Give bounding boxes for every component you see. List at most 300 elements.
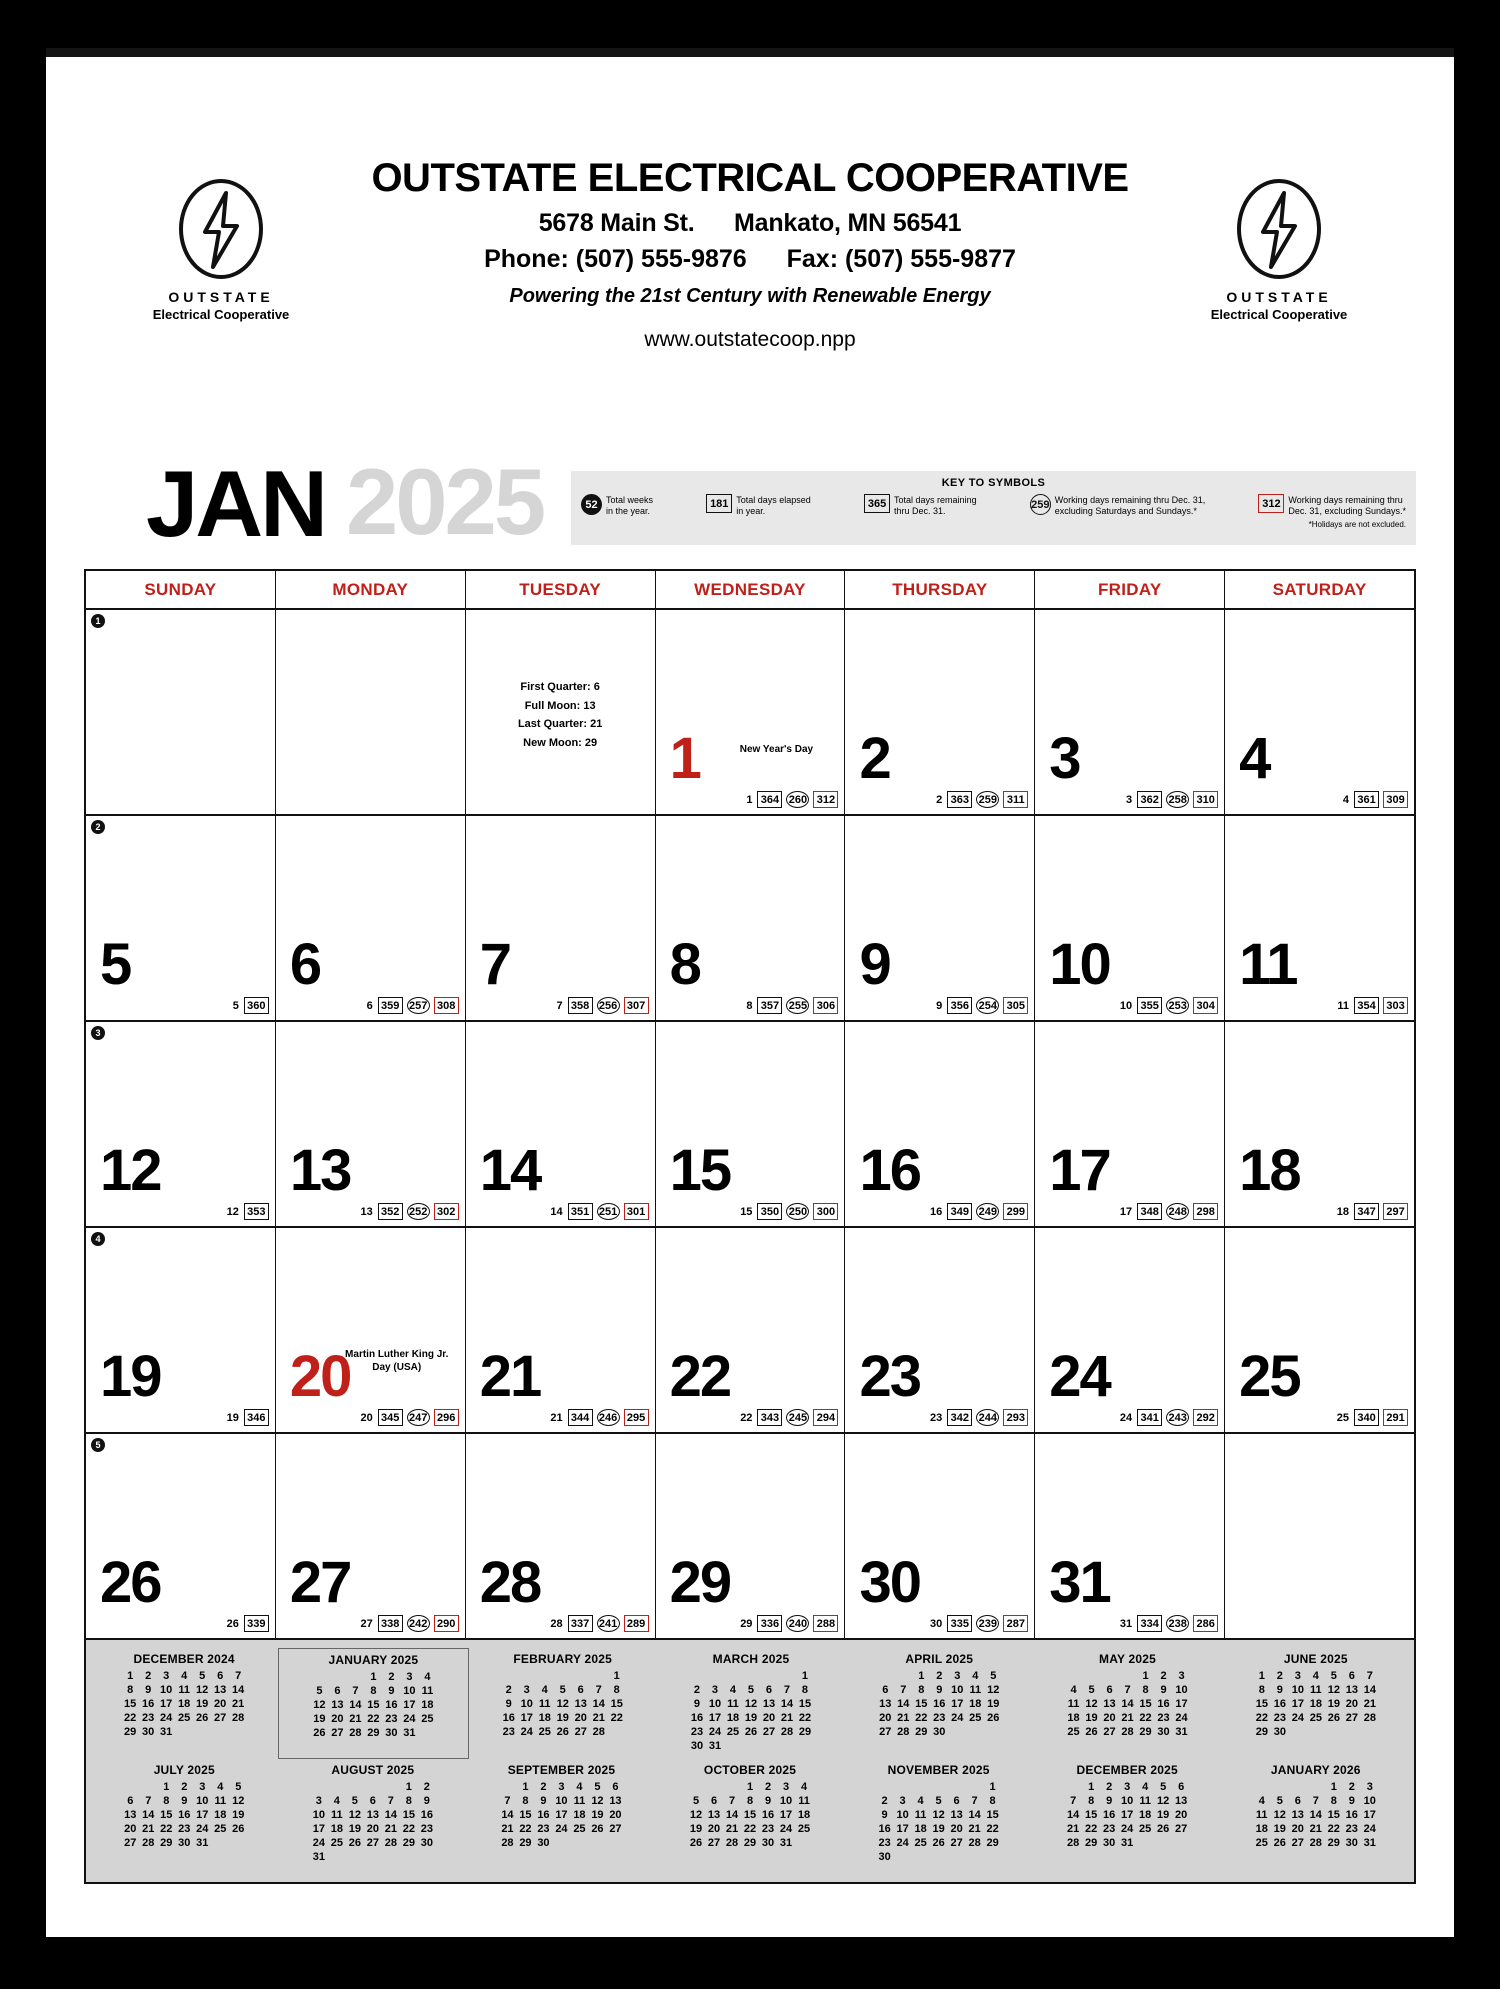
mini-month-week <box>687 1808 813 1822</box>
mini-month-day: 7 <box>900 1684 907 1696</box>
calendar-day-cell[interactable] <box>1035 610 1225 814</box>
weeks-container <box>86 610 1414 1640</box>
calendar-day-cell[interactable] <box>466 816 656 1020</box>
calendar-page <box>46 57 1454 1937</box>
days-elapsed: 4 <box>1342 793 1350 806</box>
mini-month-blank <box>536 1669 554 1683</box>
mini-month-blank <box>723 1780 741 1794</box>
mini-month-day: 19 <box>987 1698 1000 1710</box>
mini-month-week <box>1064 1808 1190 1822</box>
mini-month-day: 12 <box>232 1795 245 1807</box>
calendar-day-cell[interactable] <box>466 610 656 814</box>
calendar-day-cell[interactable] <box>845 610 1035 814</box>
mini-month-day: 29 <box>1085 1837 1098 1849</box>
mini-month-grid <box>121 1780 247 1850</box>
mini-month-day: 28 <box>384 1837 397 1849</box>
mini-month[interactable] <box>1033 1648 1221 1759</box>
mini-month-day: 3 <box>199 1781 206 1793</box>
days-elapsed: 11 <box>1337 999 1350 1012</box>
mini-month[interactable] <box>1222 1648 1410 1759</box>
mini-month-blank <box>572 1669 590 1683</box>
mini-month[interactable] <box>1221 1759 1410 1870</box>
day-metrics <box>1120 1615 1218 1632</box>
mini-month-title: JUNE 2025 <box>1283 1652 1348 1666</box>
calendar-day-cell[interactable] <box>1225 816 1414 1020</box>
mini-month[interactable] <box>845 1648 1033 1759</box>
mini-month-day: 30 <box>142 1726 155 1738</box>
mini-month-day: 14 <box>725 1809 739 1821</box>
days-elapsed: 21 <box>550 1411 563 1424</box>
mini-month-blank <box>1289 1780 1307 1794</box>
days-remaining: 362 <box>1137 791 1162 808</box>
bolt-oval-icon <box>171 177 271 282</box>
mini-month-blank <box>328 1780 346 1794</box>
mini-month-blank <box>1136 1836 1154 1850</box>
days-remaining: 334 <box>1137 1615 1162 1632</box>
mini-month-blank <box>984 1850 1002 1864</box>
calendar-day-cell[interactable] <box>466 1434 656 1638</box>
mini-month-day: 20 <box>1345 1698 1358 1710</box>
mini-month-day: 6 <box>953 1795 960 1807</box>
working-days-excl-sun: 294 <box>813 1409 838 1426</box>
mini-month-day: 7 <box>1312 1795 1319 1807</box>
day-number: 12 <box>100 1138 161 1203</box>
mini-month-day: 30 <box>1345 1837 1358 1849</box>
mini-month-day: 16 <box>761 1809 775 1821</box>
working-days-excl-sun: 303 <box>1383 997 1408 1014</box>
mini-month-day: 26 <box>1157 1823 1170 1835</box>
day-number: 29 <box>669 1550 731 1615</box>
mini-month-day: 12 <box>932 1809 945 1821</box>
mini-month-day: 6 <box>882 1684 889 1696</box>
mini-month-week <box>121 1794 247 1808</box>
mini-month-day: 1 <box>1258 1670 1265 1682</box>
calendar-day-cell[interactable] <box>1225 1022 1414 1226</box>
day-metrics <box>936 997 1028 1014</box>
mini-month-day: 11 <box>1139 1795 1151 1807</box>
calendar-day-cell[interactable] <box>86 1434 276 1638</box>
mini-month-day: 4 <box>181 1670 188 1682</box>
mini-month-week <box>1253 1669 1379 1683</box>
calendar-day-cell[interactable] <box>845 1022 1035 1226</box>
mini-month-week <box>688 1711 814 1725</box>
mini-month-day: 17 <box>708 1712 722 1724</box>
mini-month[interactable] <box>90 1759 279 1870</box>
mini-month[interactable] <box>469 1648 657 1759</box>
day-number: 27 <box>289 1550 351 1615</box>
days-elapsed: 1 <box>746 793 753 806</box>
mini-month-day: 5 <box>1160 1781 1167 1793</box>
calendar-day-cell[interactable] <box>1035 1228 1225 1432</box>
mini-month-blank <box>705 1780 723 1794</box>
mini-month-day: 16 <box>1103 1809 1116 1821</box>
mini-month-day: 9 <box>540 1795 547 1807</box>
mini-month-blank <box>346 1670 364 1684</box>
mini-month-blank <box>382 1780 400 1794</box>
mini-month-day: 10 <box>312 1809 325 1821</box>
mini-month-blank <box>742 1739 760 1753</box>
mini-month-title: JANUARY 2026 <box>1270 1763 1361 1777</box>
working-days-excl-sun: 290 <box>434 1615 459 1632</box>
mini-month-week <box>688 1697 814 1711</box>
mini-month-day: 5 <box>235 1781 242 1793</box>
day-metrics <box>360 1203 458 1220</box>
days-remaining: 356 <box>947 997 972 1014</box>
working-days-excl-sun: 305 <box>1003 997 1028 1014</box>
mini-month-day: 22 <box>402 1823 415 1835</box>
mini-month-day: 1 <box>405 1781 412 1793</box>
mini-month[interactable] <box>656 1759 845 1870</box>
mini-month-day: 25 <box>797 1823 811 1835</box>
mini-month-day: 14 <box>1309 1809 1322 1821</box>
mini-month-blank <box>1289 1725 1307 1739</box>
working-days-excl-sun: 300 <box>813 1203 838 1220</box>
mini-month-day: 27 <box>1175 1823 1188 1835</box>
calendar-day-cell[interactable] <box>86 816 276 1020</box>
days-remaining: 360 <box>244 997 269 1014</box>
key-item-text: Total days elapsed in year. <box>736 495 811 517</box>
mini-month-day: 2 <box>145 1670 152 1682</box>
day-number: 10 <box>1049 932 1110 997</box>
mini-month-day: 5 <box>559 1684 566 1696</box>
calendar-day-cell[interactable] <box>656 1228 846 1432</box>
mini-month-day: 29 <box>1327 1837 1340 1849</box>
mini-month-week <box>498 1780 624 1794</box>
mini-month-blank <box>229 1836 247 1850</box>
mini-month[interactable] <box>1033 1759 1222 1870</box>
mini-month-day: 17 <box>160 1698 173 1710</box>
mini-month-day: 10 <box>196 1795 209 1807</box>
mini-month-day: 9 <box>1106 1795 1113 1807</box>
mini-month-blank <box>966 1780 984 1794</box>
calendar-day-cell[interactable] <box>845 1228 1035 1432</box>
mini-month-week <box>876 1683 1002 1697</box>
mini-month-day: 10 <box>896 1809 909 1821</box>
mini-month-day: 4 <box>1258 1795 1265 1807</box>
mini-month-day: 3 <box>899 1795 906 1807</box>
calendar-day-cell[interactable] <box>86 1022 276 1226</box>
mini-month-day: 15 <box>160 1809 173 1821</box>
mini-month-day: 7 <box>352 1685 359 1697</box>
mini-month-blank <box>912 1780 930 1794</box>
day-metrics <box>746 997 838 1014</box>
calendar-day-cell[interactable] <box>1225 610 1414 814</box>
mini-month-day: 25 <box>330 1837 343 1849</box>
mini-month-day: 16 <box>178 1809 191 1821</box>
mini-month-day: 24 <box>403 1713 416 1725</box>
mini-month-week <box>121 1822 247 1836</box>
mini-month-day: 17 <box>951 1698 964 1710</box>
mini-month-day: 28 <box>349 1727 362 1739</box>
days-remaining: 354 <box>1354 997 1379 1014</box>
mini-month-blank <box>948 1850 966 1864</box>
mini-month-blank <box>1172 1836 1190 1850</box>
mini-month-day: 24 <box>779 1823 793 1835</box>
calendar-day-cell[interactable] <box>86 1228 276 1432</box>
mini-month-day: 14 <box>897 1698 910 1710</box>
mini-month-day: 14 <box>968 1809 981 1821</box>
mini-month-day: 22 <box>798 1712 812 1724</box>
mini-month-day: 25 <box>421 1713 434 1725</box>
weekday-header-friday: FRIDAY <box>1035 571 1225 608</box>
mini-month-day: 19 <box>1085 1712 1098 1724</box>
mini-month-day: 2 <box>505 1684 512 1696</box>
mini-month-day: 6 <box>1178 1781 1185 1793</box>
mini-month-day: 17 <box>312 1823 325 1835</box>
mini-month-grid <box>310 1670 436 1740</box>
mini-month-day: 29 <box>798 1726 812 1738</box>
mini-month-day: 9 <box>1348 1795 1355 1807</box>
calendar-day-cell[interactable] <box>845 816 1035 1020</box>
mini-month-day: 10 <box>1175 1684 1188 1696</box>
mini-month-day: 2 <box>764 1781 772 1793</box>
mini-month-day: 15 <box>743 1809 757 1821</box>
mini-month-day: 5 <box>935 1795 942 1807</box>
mini-month-day: 12 <box>348 1809 361 1821</box>
day-metrics <box>936 791 1028 808</box>
mini-month[interactable] <box>467 1759 656 1870</box>
calendar-day-cell[interactable] <box>276 1228 466 1432</box>
mini-month[interactable] <box>844 1759 1033 1870</box>
company-street: 5678 Main St. <box>538 209 695 237</box>
mini-month-day: 29 <box>915 1726 928 1738</box>
mini-month-day: 23 <box>142 1712 155 1724</box>
calendar-day-cell[interactable] <box>656 816 846 1020</box>
mini-month-week <box>1253 1711 1379 1725</box>
mini-month-day: 26 <box>689 1837 703 1849</box>
mini-month-day: 23 <box>761 1823 775 1835</box>
calendar-day-cell[interactable] <box>1035 1434 1225 1638</box>
mini-month-day: 21 <box>780 1712 794 1724</box>
mini-month-week <box>310 1794 436 1808</box>
calendar-day-cell[interactable] <box>466 1022 656 1226</box>
mini-month-day: 8 <box>801 1684 809 1696</box>
working-days-excl-sat-sun: 246 <box>597 1409 620 1426</box>
mini-month-day: 2 <box>1160 1670 1167 1682</box>
mini-month[interactable] <box>657 1648 845 1759</box>
working-days-excl-sat-sun: 238 <box>1166 1615 1189 1632</box>
mini-month-day: 2 <box>1106 1781 1113 1793</box>
mini-month-week <box>121 1836 247 1850</box>
mini-month-day: 7 <box>971 1795 978 1807</box>
day-metrics <box>227 1409 269 1426</box>
mini-month-day: 23 <box>502 1726 515 1738</box>
days-remaining: 363 <box>947 791 972 808</box>
days-elapsed: 16 <box>930 1205 943 1218</box>
key-heading: KEY TO SYMBOLS <box>941 477 1046 489</box>
calendar-day-cell[interactable] <box>845 1434 1035 1638</box>
day-number: 23 <box>859 1344 920 1409</box>
days-elapsed: 13 <box>360 1205 373 1218</box>
calendar-day-cell[interactable] <box>656 610 846 814</box>
mini-month-day: 25 <box>1309 1712 1322 1724</box>
calendar-day-cell[interactable] <box>1035 816 1225 1020</box>
mini-month-day: 1 <box>522 1781 529 1793</box>
mini-month-day: 19 <box>556 1712 569 1724</box>
key-item-list <box>581 494 1406 518</box>
mini-month-week <box>687 1822 813 1836</box>
working-days-excl-sun: 306 <box>813 997 838 1014</box>
mini-month-blank <box>1065 1669 1083 1683</box>
calendar-day-cell[interactable] <box>1035 1022 1225 1226</box>
mini-month-day: 27 <box>950 1837 963 1849</box>
mini-month-day: 17 <box>520 1712 533 1724</box>
calendar-cell-empty <box>1225 1434 1414 1638</box>
days-elapsed: 17 <box>1119 1205 1133 1218</box>
mini-month-week <box>687 1794 813 1808</box>
mini-month-day: 18 <box>797 1809 811 1821</box>
mini-month-blank <box>193 1725 211 1739</box>
mini-month-grid <box>1253 1780 1379 1850</box>
mini-month-day: 14 <box>1363 1684 1376 1696</box>
calendar-day-cell[interactable] <box>466 1228 656 1432</box>
mini-month-day: 23 <box>178 1823 191 1835</box>
day-metrics <box>1337 997 1408 1014</box>
mini-month-day: 19 <box>1273 1823 1286 1835</box>
working-days-excl-sat-sun: 249 <box>976 1203 999 1220</box>
mini-month-row <box>90 1759 1410 1870</box>
mini-month-day: 8 <box>405 1795 412 1807</box>
mini-month-day: 26 <box>591 1823 604 1835</box>
mini-month-day: 27 <box>1291 1837 1304 1849</box>
days-remaining: 361 <box>1354 791 1379 808</box>
mini-month-grid <box>498 1780 624 1850</box>
mini-month-day: 6 <box>612 1781 619 1793</box>
mini-month-day: 30 <box>761 1837 775 1849</box>
company-fax: Fax: (507) 555-9877 <box>786 245 1016 273</box>
mini-month-day: 5 <box>316 1685 323 1697</box>
calendar-day-cell[interactable] <box>656 1434 846 1638</box>
working-days-excl-sat-sun: 239 <box>976 1615 999 1632</box>
mini-month-day: 8 <box>127 1684 134 1696</box>
mini-month-day: 13 <box>879 1698 892 1710</box>
mini-month-week <box>876 1822 1002 1836</box>
mini-month-day: 4 <box>217 1781 224 1793</box>
mini-month-week <box>1253 1808 1379 1822</box>
mini-month[interactable] <box>278 1648 468 1759</box>
mini-month-day: 29 <box>367 1727 380 1739</box>
mini-month-day: 13 <box>762 1698 776 1710</box>
calendar-day-cell[interactable] <box>1225 1228 1414 1432</box>
mini-month-day: 4 <box>541 1684 548 1696</box>
mini-month-week <box>121 1697 247 1711</box>
mini-month-day: 9 <box>693 1698 701 1710</box>
working-days-excl-sun: 296 <box>434 1409 459 1426</box>
day-number: 21 <box>479 1344 541 1409</box>
mini-month-day: 1 <box>613 1670 620 1682</box>
company-website[interactable]: www.outstatecoop.npp <box>644 328 856 351</box>
weekday-header-monday: MONDAY <box>276 571 466 608</box>
company-tagline: Powering the 21st Century with Renewable Energy <box>509 285 991 307</box>
mini-month-day: 13 <box>1103 1698 1116 1710</box>
mini-month-day: 18 <box>214 1809 227 1821</box>
calendar-grid <box>84 569 1416 1640</box>
working-days-excl-sat-sun: 242 <box>407 1615 430 1632</box>
mini-month-blank <box>310 1780 328 1794</box>
calendar-week-row <box>86 1434 1414 1640</box>
mini-month-day: 16 <box>420 1809 433 1821</box>
mini-month-week <box>310 1670 436 1684</box>
mini-month-day: 14 <box>1067 1809 1080 1821</box>
mini-month-day: 19 <box>591 1809 604 1821</box>
working-days-excl-sun: 288 <box>813 1615 838 1632</box>
mini-month-day: 1 <box>163 1781 170 1793</box>
key-item <box>706 494 811 518</box>
working-days-excl-sat-sun: 255 <box>786 997 809 1014</box>
mini-month-day: 15 <box>798 1698 812 1710</box>
mini-month-week <box>876 1836 1002 1850</box>
mini-month-blank <box>500 1669 518 1683</box>
mini-month-blank <box>310 1670 328 1684</box>
mini-month[interactable] <box>90 1648 278 1759</box>
mini-month-blank <box>588 1836 606 1850</box>
key-item <box>864 494 977 518</box>
mini-month-day: 4 <box>424 1671 431 1683</box>
mini-month-day: 23 <box>1273 1712 1286 1724</box>
mini-month-day: 5 <box>351 1795 358 1807</box>
mini-month-blank <box>760 1669 778 1683</box>
mini-month-day: 5 <box>594 1781 601 1793</box>
mini-month-day: 11 <box>573 1795 586 1807</box>
calendar-day-cell[interactable] <box>276 1434 466 1638</box>
mini-month-day: 15 <box>1085 1809 1098 1821</box>
logo-left <box>146 177 296 322</box>
mini-month-day: 23 <box>420 1823 433 1835</box>
mini-month-day: 10 <box>1363 1795 1376 1807</box>
mini-month-day: 11 <box>331 1809 343 1821</box>
working-days-excl-sun: 286 <box>1193 1615 1218 1632</box>
mini-month-day: 27 <box>124 1837 137 1849</box>
mini-month-day: 20 <box>1291 1823 1304 1835</box>
calendar-day-cell[interactable] <box>276 816 466 1020</box>
calendar-day-cell[interactable] <box>656 1022 846 1226</box>
mini-month-day: 26 <box>1085 1726 1098 1738</box>
mini-month-day: 11 <box>969 1684 982 1696</box>
week-number-badge: 4 <box>91 1232 105 1246</box>
mini-month-day: 26 <box>744 1726 758 1738</box>
working-days-excl-sun: 291 <box>1383 1409 1408 1426</box>
mini-month-week <box>1065 1683 1191 1697</box>
mini-month-week <box>876 1711 1002 1725</box>
week-number-badge: 3 <box>91 1026 105 1040</box>
working-days-excl-sat-sun: 245 <box>786 1409 809 1426</box>
days-elapsed: 6 <box>366 999 373 1012</box>
mini-month-day: 10 <box>779 1795 793 1807</box>
mini-month-day: 18 <box>1067 1712 1080 1724</box>
mini-month-day: 11 <box>914 1809 927 1821</box>
working-days-excl-sun: 310 <box>1193 791 1218 808</box>
mini-month-week <box>876 1794 1002 1808</box>
mini-month-day: 5 <box>747 1684 755 1696</box>
mini-month-day: 5 <box>1088 1684 1095 1696</box>
day-number: 14 <box>479 1138 541 1203</box>
mini-month-day: 10 <box>403 1685 416 1697</box>
mini-month-day: 14 <box>384 1809 397 1821</box>
mini-month[interactable] <box>279 1759 468 1870</box>
mini-month-day: 1 <box>918 1670 925 1682</box>
days-remaining: 357 <box>757 997 782 1014</box>
mini-month-day: 18 <box>1139 1809 1152 1821</box>
calendar-day-cell[interactable] <box>276 1022 466 1226</box>
mini-month-day: 16 <box>1345 1809 1358 1821</box>
mini-month-week <box>500 1669 626 1683</box>
key-to-symbols <box>571 471 1416 545</box>
mini-month-grid <box>1065 1669 1191 1739</box>
mini-month-week <box>1064 1836 1190 1850</box>
mini-month-day: 10 <box>1291 1684 1304 1696</box>
mini-month-week <box>500 1683 626 1697</box>
mini-month-day: 22 <box>124 1712 137 1724</box>
